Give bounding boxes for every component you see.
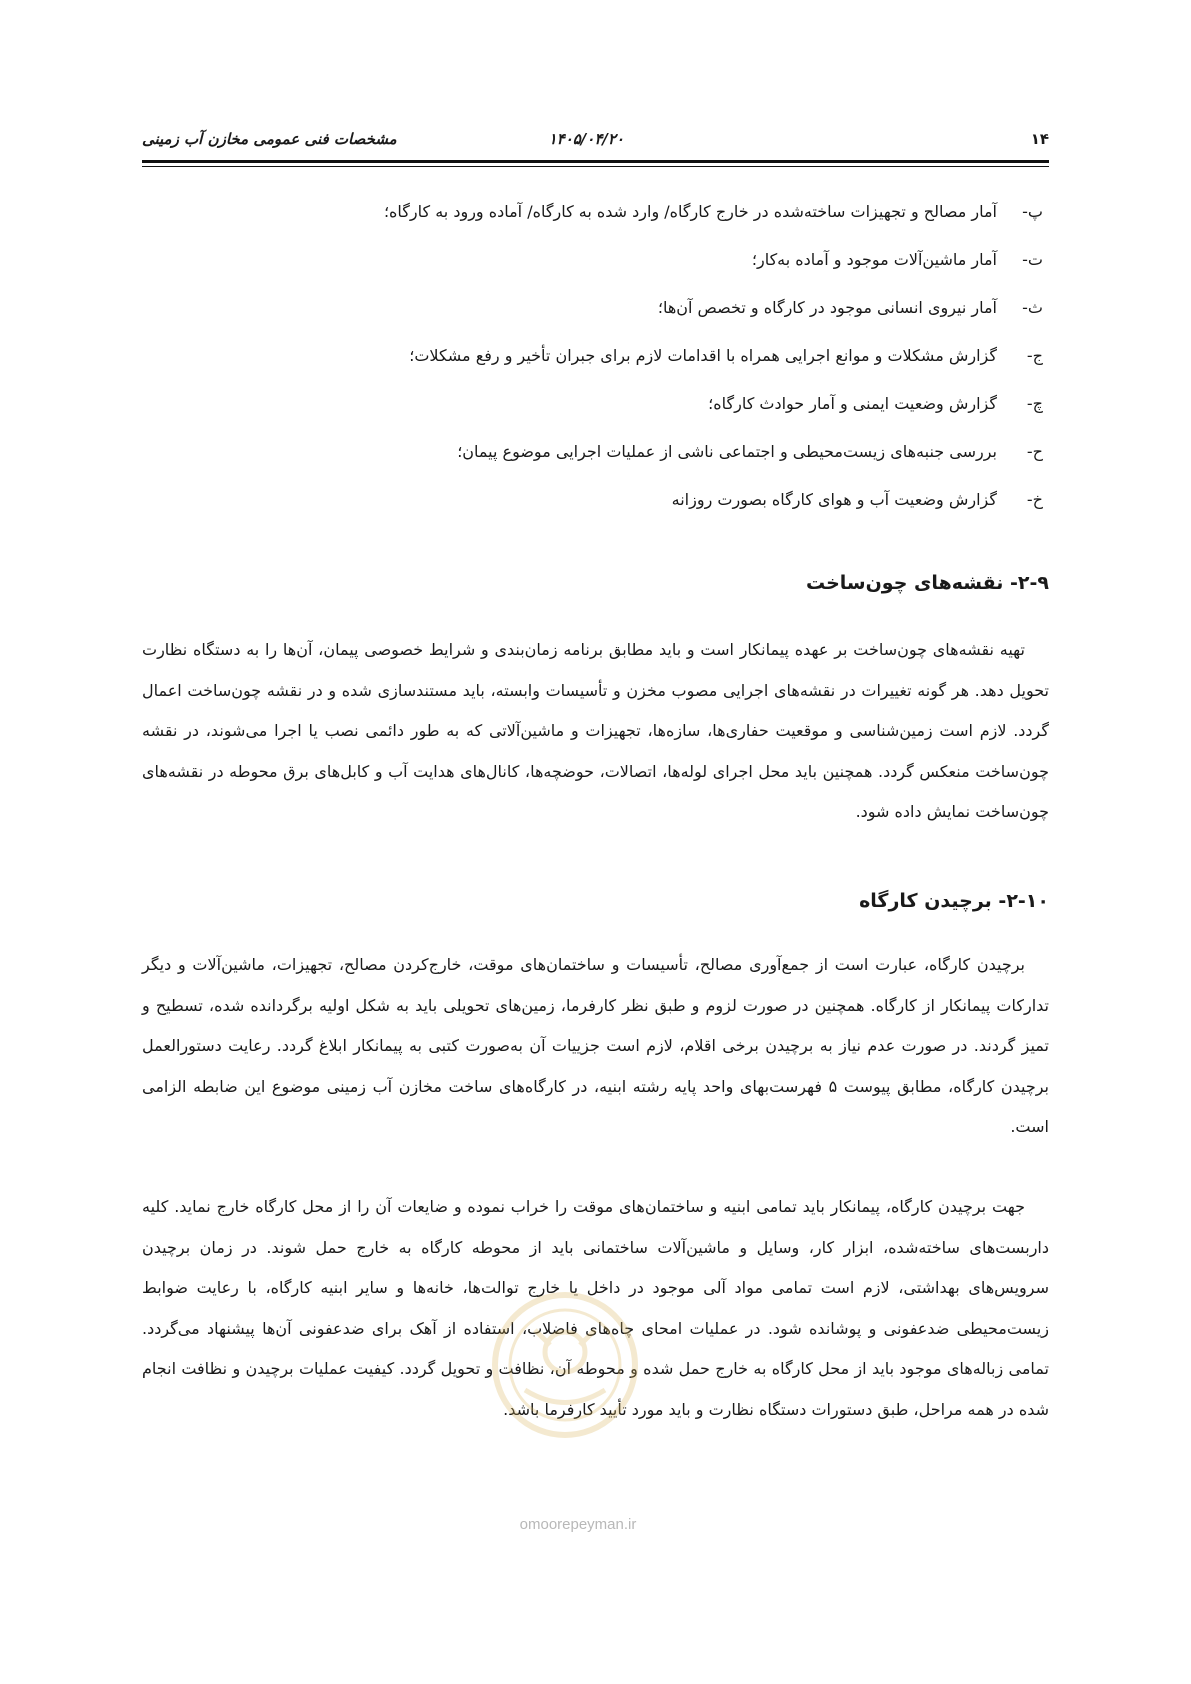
header-rule-thin: [142, 166, 1049, 167]
list-item: [283, 380, 1043, 428]
paragraph-demobilization-procedure: جهت برچیدن کارگاه، پیمانکار باید تمامی ابنیه و ساختمان‌های موقت را خراب نموده و ضایعات آن را از محل کارگاه خارج نماید. کلیه داربست‌های ساخته‌شده، ابزار کار، وسایل و ماشین‌آلات ساختمانی باید از محوطه کارگاه به خارج حمل شوند. در زمان برچیدن سرویس‌های بهداشتی، لازم است تمامی مواد آلی موجود در داخل یا خارج توالت‌ها، خانه‌ها و سایر ابنیه کارگاه، با رعایت ضوابط زیست‌محیطی ضدعفونی و پوشانده شود. در عملیات امحای چاه‌های فاضلاب، استفاده از آهک برای ضدعفونی آن‌ها پیشنهاد می‌گردد. تمامی زباله‌های موجود باید از محل کارگاه به خارج حمل شده و محوطه آن، نظافت و تحویل گردد. کیفیت عملیات برچیدن و نظافت انجام شده در همه مراحل، طبق دستورات دستگاه نظارت و باید مورد تأیید کارفرما باشد.: [142, 1197, 1049, 1419]
list-item-text: گزارش مشکلات و موانع اجرایی همراه با اقدامات لازم برای جبران تأخیر و رفع مشکلات؛: [409, 346, 997, 365]
list-item: [283, 188, 1043, 236]
list-item-text: آمار نیروی انسانی موجود در کارگاه و تخصص آن‌ها؛: [657, 298, 997, 317]
list-item: [283, 236, 1043, 284]
section-heading-site-demobilization: ۲-۱۰- برچیدن کارگاه: [859, 890, 1049, 912]
list-item-text: آمار ماشین‌آلات موجود و آماده به‌کار؛: [751, 250, 997, 269]
paragraph-as-built: تهیه نقشه‌های چون‌ساخت بر عهده پیمانکار است و باید مطابق برنامه زمان‌بندی و شرایط خصوصی پیمان، آن‌ها را به دستگاه نظارت تحویل دهد. هر گونه تغییرات در نقشه‌های اجرایی مصوب مخزن و تأسیسات وابسته، باید مستندسازی شده و در نقشه چون‌ساخت اعمال گردد. لازم است زمین‌شناسی و موقعیت حفاری‌ها، سازه‌ها، تجهیزات و ماشین‌آلاتی که به طور دائمی نصب یا اجرا می‌شوند، در نقشه چون‌ساخت منعکس گردد. همچنین باید محل اجرای لوله‌ها، اتصالات، حوضچه‌ها، کانال‌های هدایت آب و کابل‌های برق محوطه در نقشه‌های چون‌ساخت نمایش داده شود.: [142, 640, 1049, 822]
list-item: [283, 284, 1043, 332]
list-item: [283, 428, 1043, 476]
list-marker: ج-: [1026, 346, 1043, 365]
seal-logo-icon: [490, 1290, 640, 1440]
list-item-text: گزارش وضعیت آب و هوای کارگاه بصورت روزانه: [671, 490, 997, 509]
section-heading-as-built: ۲-۹- نقشه‌های چون‌ساخت: [805, 572, 1049, 594]
list-marker: ت-: [1022, 250, 1043, 269]
list-item-text: بررسی جنبه‌های زیست‌محیطی و اجتماعی ناشی از عملیات اجرایی موضوع پیمان؛: [457, 442, 997, 461]
list-marker: پ-: [1022, 202, 1043, 221]
header-date: ۱۴۰۵/۰۴/۲۰: [548, 130, 624, 148]
list-marker: چ-: [1026, 394, 1043, 413]
watermark-text: omoorepeyman.ir: [519, 1516, 637, 1533]
list-marker: خ-: [1026, 490, 1043, 509]
page-number: ۱۴: [1030, 130, 1049, 148]
header-rule-thick: [142, 160, 1049, 163]
page-header: [142, 128, 1049, 156]
document-title: مشخصات فنی عمومی مخازن آب زمینی: [142, 130, 397, 148]
list-marker: ح-: [1026, 442, 1043, 461]
paragraph-demobilization-definition: برچیدن کارگاه، عبارت است از جمع‌آوری مصالح، تأسیسات و ساختمان‌های موقت، خارج‌کردن مصالح، تجهیزات، ماشین‌آلات و دیگر تدارکات پیمانکار از کارگاه. همچنین در صورت لزوم و طبق نظر کارفرما، زمین‌های تحویلی باید به شکل اولیه برگردانده شده، تسطیح و تمیز گردند. در صورت عدم نیاز به برچیدن برخی اقلام، لازم است جزییات آن به‌صورت کتبی به پیمانکار ابلاغ گردد. رعایت دستورالعمل برچیدن کارگاه، مطابق پیوست ۵ فهرست‌بهای واحد پایه رشته ابنیه، در کارگاه‌های ساخت مخازن آب زمینی موضوع این ضابطه الزامی است.: [142, 955, 1050, 1137]
list-item: [283, 476, 1043, 524]
list-item-text: گزارش وضعیت ایمنی و آمار حوادث کارگاه؛: [708, 394, 997, 413]
list-item: [283, 332, 1043, 380]
report-items-list: [283, 188, 1043, 524]
list-item-text: آمار مصالح و تجهیزات ساخته‌شده در خارج کارگاه/ وارد شده به کارگاه/ آماده ورود به کارگاه؛: [383, 202, 997, 221]
list-marker: ث-: [1022, 298, 1043, 317]
